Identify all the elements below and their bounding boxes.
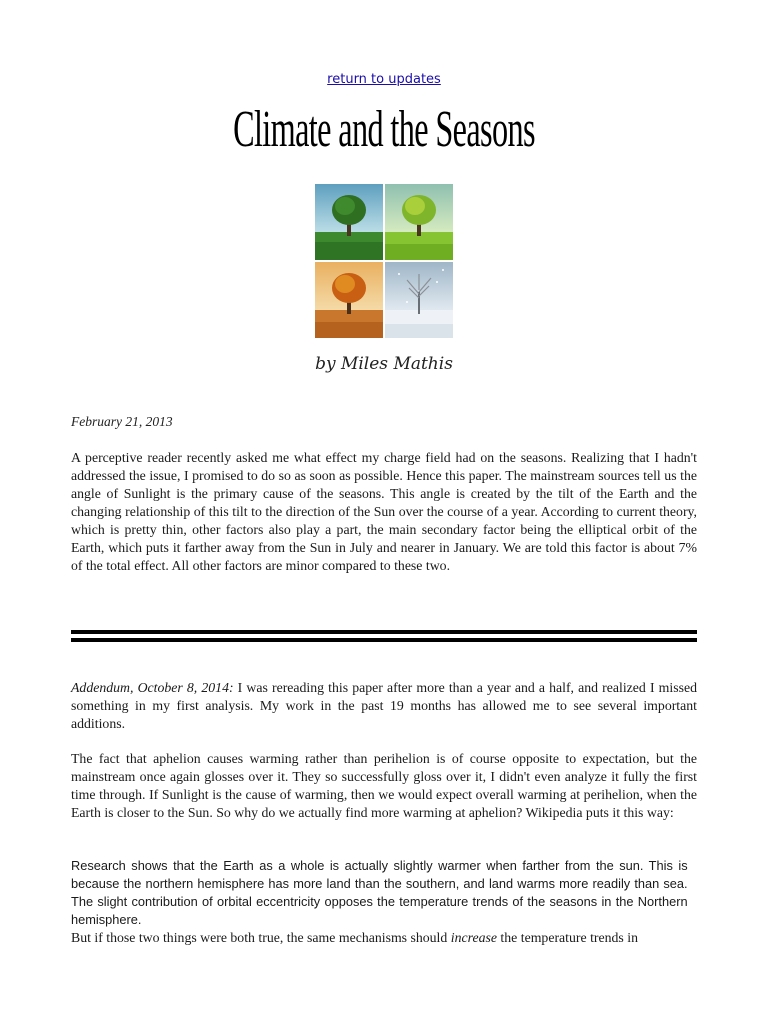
- section-divider-top: [71, 630, 697, 634]
- publication-date: February 21, 2013: [71, 414, 173, 429]
- winter-tree-icon: [385, 262, 453, 338]
- section-divider-bottom: [71, 638, 697, 642]
- wikipedia-quote: Research shows that the Earth as a whole is actually slightly warmer when farther from the sun. This is because the northern hemisphere has more land than the southern, and land warms more readily than sea. The slight contribution of orbital eccentricity opposes the temperature trends of the seasons in the Northern hemisphere.: [71, 858, 688, 927]
- spring-tree-icon: [385, 184, 453, 260]
- addendum-text: I was rereading this paper after more than a year and a half, and realized I missed something in my first analysis. My work in the past 19 months has allowed me to see several important additions.: [71, 680, 697, 731]
- return-to-updates-link[interactable]: return to updates: [327, 72, 441, 87]
- addendum-paragraph: [71, 679, 697, 733]
- aphelion-paragraph: The fact that aphelion causes warming rather than perihelion is of course opposite to expectation, but the mainstream once again glosses over it. They so successfully gloss over it, I didn't even analyze it fully the first time through. If Sunlight is the cause of warming, then we would expect overall warming at perihelion, when the Earth is closer to the Sun. So why do we actually find more warming at aphelion? Wikipedia puts it this way:: [71, 751, 697, 820]
- author-byline: by Miles Mathis: [315, 354, 453, 374]
- final-paragraph: [71, 929, 697, 947]
- addendum-label: Addendum, October 8, 2014:: [71, 680, 234, 695]
- final-paragraph-emphasis: increase: [450, 930, 497, 945]
- seasons-image: [315, 184, 453, 338]
- final-paragraph-start: But if those two things were both true, the same mechanisms should: [71, 930, 451, 945]
- intro-paragraph: A perceptive reader recently asked me what effect my charge field had on the seasons. Realizing that I hadn't addressed the issue, I promised to do so as soon as possible. Hence this paper. The mainstream sources tell us the angle of Sunlight is the primary cause of the seasons. This angle is created by the tilt of the Earth and the changing relationship of this tilt to the direction of the Sun over the course of a year. According to current theory, which is pretty thin, other factors also play a part, the main secondary factor being the elliptical orbit of the Earth, which puts it farther away from the Sun in July and nearer in January. We are told this factor is about 7% of the total effect. All other factors are minor compared to these two.: [71, 450, 697, 573]
- final-paragraph-end: the temperature trends in: [496, 930, 638, 945]
- autumn-tree-icon: [315, 262, 383, 338]
- page-title: Climate and the Seasons: [233, 101, 535, 158]
- summer-tree-icon: [315, 184, 383, 260]
